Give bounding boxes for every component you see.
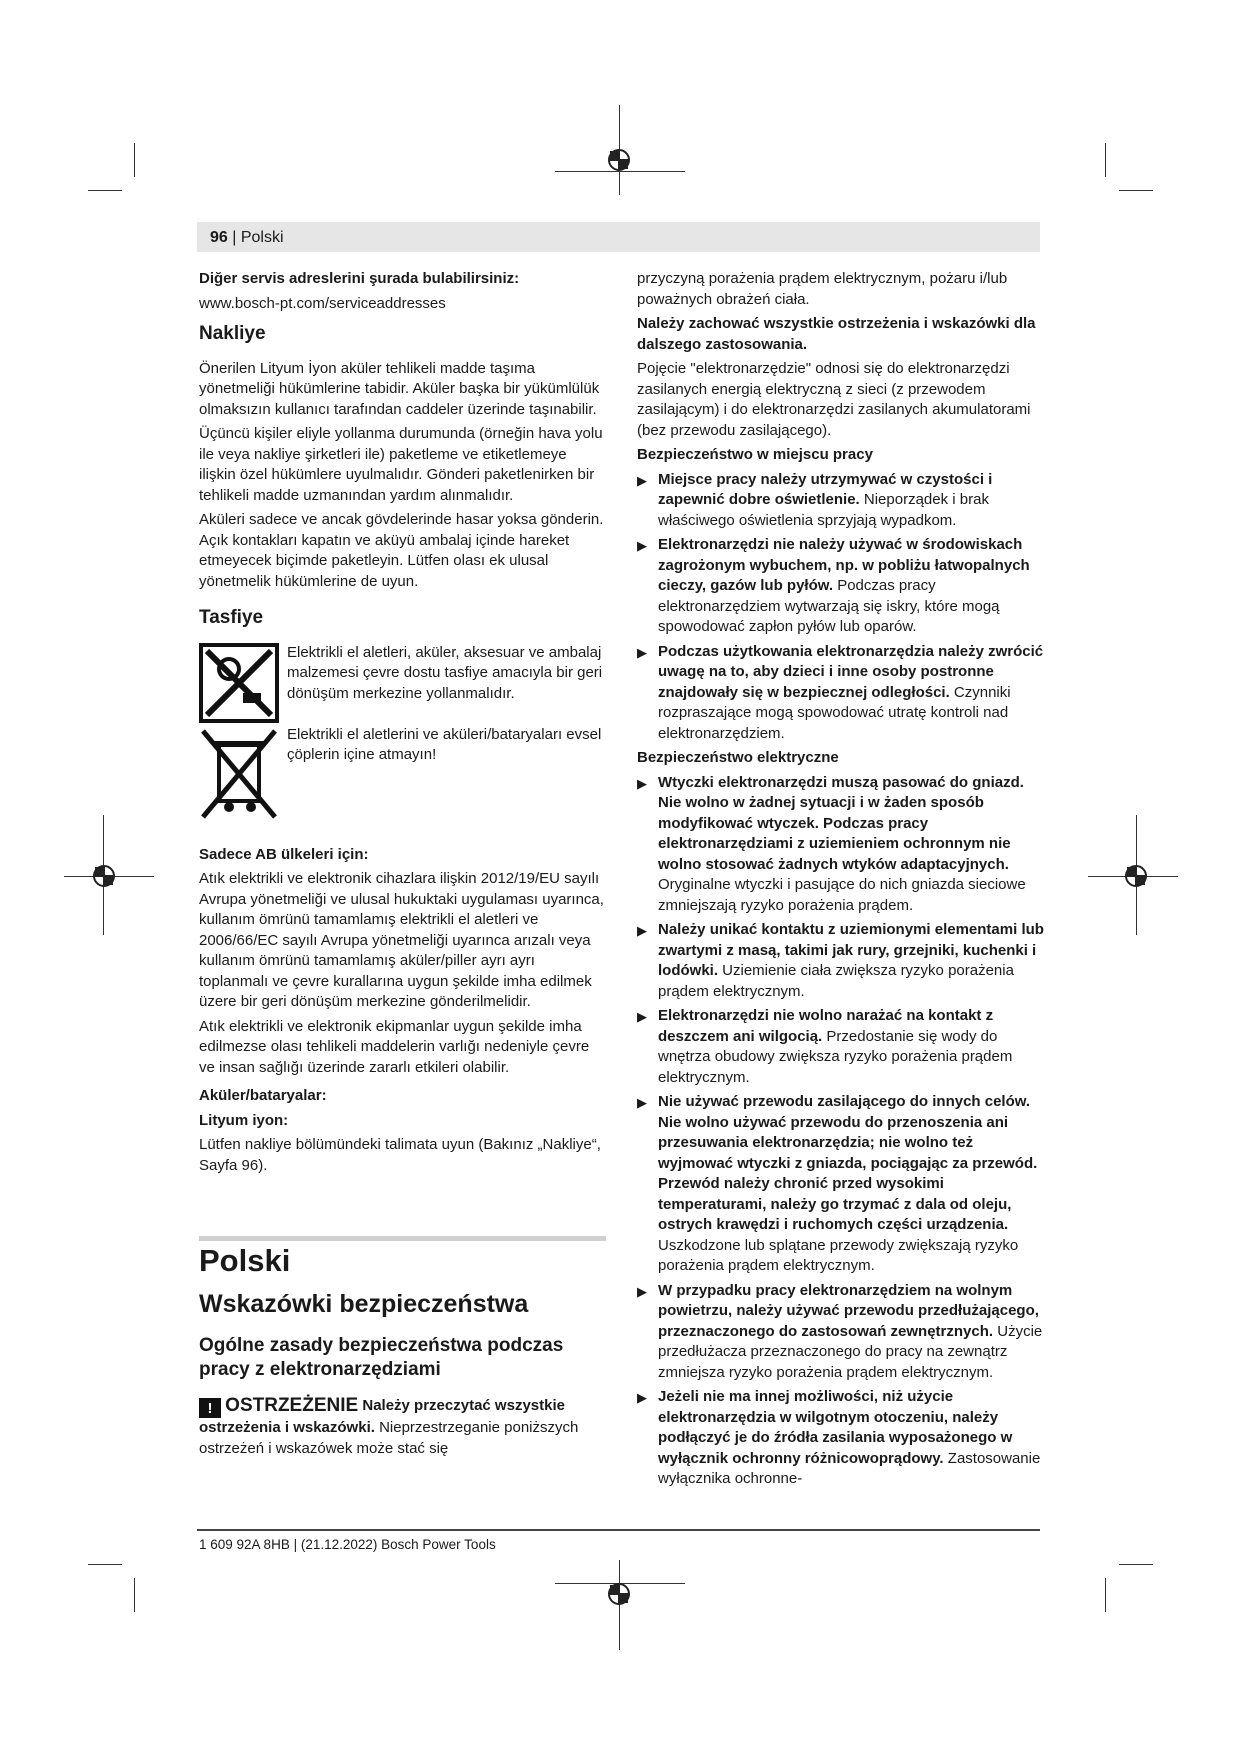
crop-mark: [1119, 1564, 1153, 1565]
crossed-bin-icon: [199, 725, 279, 825]
warning-paragraph: [199, 1396, 606, 1459]
crop-mark: [1119, 190, 1153, 191]
bullet-arrow-icon: ▶: [637, 923, 647, 938]
crop-mark: [619, 1560, 620, 1650]
work-safety-list: [637, 470, 1047, 745]
lityum-heading: Lityum iyon:: [199, 1111, 289, 1129]
list-item: ▶ W przypadku pracy elektronarzędziem na wolnym powietrzu, należy używać przewodu przedłużającego, przeznaczonego do zastosowań zewnętrznych. Użycie przedłużacza przeznaczonego do pracy na zewnątrz zmniejsza ryzyko porażenia prądem elektrycznym.: [637, 1281, 1043, 1381]
eu-paragraph: Atık elektrikli ve elektronik ekipmanlar uygun şekilde imha edilmezse olası tehlikeli maddelerin varlığı nedeniyle çevre ve insan sağlığı üzerinde zararlı etkileri olabilir.: [199, 1017, 590, 1076]
continued-paragraph: przyczyną porażenia prądem elektrycznym, pożaru i/lub poważnych obrażeń ciała.: [637, 270, 1008, 308]
bullet-arrow-icon: ▶: [637, 1283, 647, 1299]
electrical-safety-heading: Bezpieczeństwo elektryczne: [637, 749, 839, 766]
polski-title: Polski: [199, 1243, 291, 1278]
tasfiye-paragraph: Elektrikli el aletleri, aküler, aksesuar ve ambalaj malzemesi çevre dostu tasfiye amacıyla bir geri dönüşüm merkezine yollanmalıdır.: [287, 643, 603, 702]
bullet-arrow-icon: ▶: [637, 538, 647, 553]
registration-mark-icon: [608, 1583, 630, 1605]
general-safety-title: Ogólne zasady bezpieczeństwa podczas pracy z elektronarzędziami: [199, 1335, 564, 1380]
service-url[interactable]: www.bosch-pt.com/serviceaddresses: [199, 294, 446, 312]
registration-mark-icon: [1125, 865, 1147, 887]
page-number: 96: [210, 229, 228, 246]
registration-mark-icon: [93, 865, 115, 887]
warning-triangle-icon: !: [199, 1398, 221, 1418]
crop-mark: [88, 1564, 122, 1565]
crop-mark: [555, 171, 685, 172]
footer-rule: [197, 1529, 1040, 1531]
service-heading: Diğer servis adreslerini şurada bulabilirsiniz:: [199, 270, 520, 287]
page-footer: 1 609 92A 8HB | (21.12.2022) Bosch Power Tools: [199, 1537, 496, 1552]
registration-mark-icon: [608, 149, 630, 171]
list-item: ▶ Wtyczki elektronarzędzi muszą pasować do gniazd. Nie wolno w żadnej sytuacji i w żaden sposób modyfikować wtyczek. Podczas pracy elektronarzędziami z uziemieniem ochronnym nie wolno stosować żadnych wtyków adaptacyjnych. Oryginalne wtyczki i pasujące do nich gniazda sieciowe zmniejszają ryzyko porażenia prądem.: [637, 773, 1026, 914]
bullet-arrow-icon: ▶: [637, 1095, 647, 1110]
right-column: [637, 269, 1047, 1494]
term-paragraph: Pojęcie "elektronarzędzie" odnosi się do elektronarzędzi zasilanych energią elektryczną z sieci (z przewodem zasilającym) i do elektronarzędzi zasilanych akumulatorami (bez przewodu zasilającego).: [637, 360, 1031, 439]
recycling-symbol-icon: [199, 643, 279, 723]
crop-mark: [1105, 1578, 1106, 1612]
akuler-heading: Aküler/bataryalar:: [199, 1087, 327, 1104]
bullet-arrow-icon: ▶: [637, 1390, 647, 1405]
list-item: ▶ Elektronarzędzi nie należy używać w środowiskach zagrożonym wybuchem, np. w pobliżu łatwopalnych cieczy, gazów lub pyłów. Podczas pracy elektronarzędziem wytwarzają się iskry, które mogą spowodować zapłon pyłów lub oparów.: [637, 536, 1030, 635]
eu-heading: Sadece AB ülkeleri için:: [199, 845, 369, 863]
page-header: 96 | Polski: [210, 229, 284, 246]
electrical-safety-list: [637, 773, 1047, 1490]
bullet-arrow-icon: ▶: [637, 775, 647, 791]
tasfiye-title: Tasfiye: [199, 607, 264, 628]
bullet-arrow-icon: ▶: [637, 1009, 647, 1024]
list-item: ▶ Podczas użytkowania elektronarzędzia należy zwrócić uwagę na to, aby dzieci i inne osoby postronne znajdowały się w bezpiecznej odległości. Czynniki rozpraszające mogą spowodować utratę kontroli nad elektronarzędziem.: [637, 642, 1044, 742]
warning-word: OSTRZEŻENIE: [225, 1395, 359, 1416]
bullet-arrow-icon: ▶: [637, 644, 647, 660]
bin-row: [199, 725, 606, 835]
nakliye-paragraph: Aküleri sadece ve ancak gövdelerinde hasar yoksa gönderin. Açık kontakları kapatın ve aküyü ambalaj içinde hareket etmeyecek biçimde paketleyin. Lütfen olası ek ulusal yönetmelik hükümlerine de uyun.: [199, 511, 604, 590]
safety-title: Wskazówki bezpieczeństwa: [199, 1289, 529, 1318]
section-divider: [199, 1236, 606, 1241]
list-item: ▶ Jeżeli nie ma innej możliwości, niż użycie elektronarzędzia w wilgotnym otoczeniu, należy podłączyć je do źródła zasilania wyposażonego w wyłącznik ochronny różnicowoprądowy. Zastosowanie wyłącznika ochronne-: [637, 1388, 1041, 1487]
crop-mark: [88, 190, 122, 191]
recycle-row: [199, 643, 606, 725]
warning-rest: Nieprzestrzeganie poniższych ostrzeżeń i wskazówek może stać się: [199, 1419, 579, 1457]
crop-mark: [134, 143, 135, 177]
list-item: ▶ Miejsce pracy należy utrzymywać w czystości i zapewnić dobre oświetlenie. Nieporządek i brak właściwego oświetlenia sprzyjają wypadkom.: [637, 470, 993, 529]
list-item: ▶ Należy unikać kontaktu z uziemionymi elementami lub zwartymi z masą, takimi jak rury, grzejniki, kuchenki i lodówki. Uziemienie ciała zwiększa ryzyko porażenia prądem elektrycznym.: [637, 921, 1044, 1000]
list-item: ▶ Nie używać przewodu zasilającego do innych celów. Nie wolno używać przewodu do przenoszenia ani przesuwania elektronarzędzia; nie wolno też wyjmować wtyczki z gniazda, pociągając za przewód. Przewód należy chronić przed wysokimi temperaturami, należy go trzymać z dala od oleju, ostrych krawędzi i ruchomych części urządzenia. Uszkodzone lub splątane przewody zwiększają ryzyko porażenia prądem elektrycznym.: [637, 1093, 1038, 1274]
nakliye-paragraph: Üçüncü kişiler eliyle yollanma durumunda (örneğin hava yolu ile veya nakliye şirketleri ile) paketleme ve etiketlemeye ilişkin özel hükümlere uyulmalıdır. Gönderi paketlenirken bir tehlikeli madde uzmanından yardım alınmalıdır.: [199, 425, 603, 504]
header-language: Polski: [240, 229, 284, 246]
crop-mark: [1105, 143, 1106, 177]
left-column: [199, 269, 606, 1463]
list-item: ▶ Elektronarzędzi nie wolno narażać na kontakt z deszczem ani wilgocią. Przedostanie się wody do wnętrza obudowy zwiększa ryzyko porażenia prądem elektrycznym.: [637, 1007, 1013, 1086]
warning-bold: Należy przeczytać wszystkie ostrzeżenia i wskazówki.: [199, 1397, 565, 1436]
bullet-arrow-icon: ▶: [637, 472, 647, 488]
keep-instructions: Należy zachować wszystkie ostrzeżenia i wskazówki dla dalszego zastosowania.: [637, 315, 1036, 353]
nakliye-paragraph: Önerilen Lityum İyon aküler tehlikeli madde taşıma yönetmeliği hükümlerine tabidir. Aküler başka bir yükümlülük olmaksızın kullanıcı tarafından caddeler üzerinde taşınabilir.: [199, 359, 600, 418]
nakliye-title: Nakliye: [199, 323, 266, 344]
crop-mark: [134, 1578, 135, 1612]
lityum-paragraph: Lütfen nakliye bölümündeki talimata uyun (Bakınız „Nakliye“, Sayfa 96).: [199, 1136, 601, 1174]
work-safety-heading: Bezpieczeństwo w miejscu pracy: [637, 446, 873, 463]
eu-paragraph: Atık elektrikli ve elektronik cihazlara ilişkin 2012/19/EU sayılı Avrupa yönetmeliği ve ulusal hukuktaki uygulaması uyarınca, kullanım ömrünü tamamlamış elektrikli el aletleri ve 2006/66/EC sayılı Avrupa yönetmeliği uyarınca arızalı veya kullanım ömrünü tamamlamış aküler/piller ayrı ayrı toplanmalı ve çevre kurallarına uygun şekilde imha edilmek üzere bir geri dönüşüm merkezine gönderilmelidir.: [199, 870, 604, 1010]
page-header-bar: [197, 222, 1040, 252]
tasfiye-paragraph: Elektrikli el aletlerini ve aküleri/bataryaları evsel çöplerin içine atmayın!: [287, 725, 602, 763]
